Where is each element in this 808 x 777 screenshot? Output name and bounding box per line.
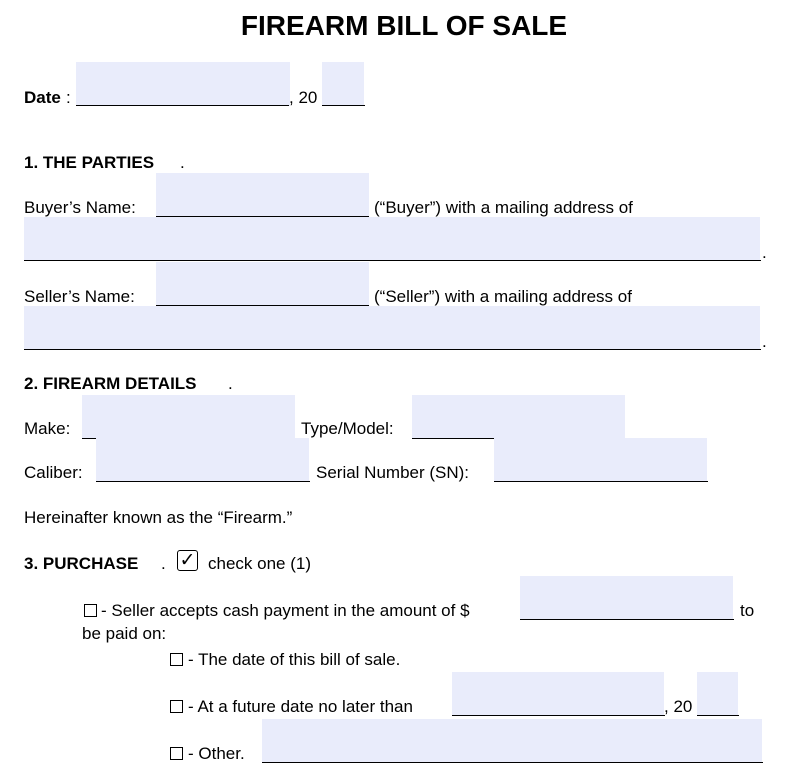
option-future-text: - At a future date no later than <box>188 697 413 716</box>
buyer-address-line <box>24 260 761 261</box>
parties-heading: 1. THE PARTIES <box>24 153 155 172</box>
model-label: Type/Model: <box>301 419 394 438</box>
serial-line <box>494 481 708 482</box>
date-year-line <box>322 105 365 106</box>
caliber-field[interactable] <box>96 438 309 482</box>
seller-address-line <box>24 349 761 350</box>
future-year-prefix: , 20 <box>664 697 693 716</box>
hereinafter-text: Hereinafter known as the “Firearm.” <box>24 508 293 527</box>
future-year-line <box>697 715 739 716</box>
purchase-heading: 3. PURCHASE <box>24 554 139 573</box>
future-year-field[interactable] <box>697 672 738 716</box>
buyer-suffix: (“Buyer”) with a mailing address of <box>374 198 633 217</box>
cash-paid-on-text: be paid on: <box>82 624 167 643</box>
parties-heading-period: . <box>180 153 185 172</box>
checkbox-checked-icon: ✓ <box>177 550 198 571</box>
future-date-checkbox[interactable] <box>170 700 183 713</box>
seller-address-period: . <box>762 332 767 351</box>
future-date-field[interactable] <box>452 672 664 716</box>
seller-suffix: (“Seller”) with a mailing address of <box>374 287 632 306</box>
bill-date-checkbox[interactable] <box>170 653 183 666</box>
cash-amount-field[interactable] <box>520 576 733 620</box>
other-line <box>262 762 763 763</box>
buyer-name-field[interactable] <box>156 173 369 217</box>
seller-name-label: Seller’s Name: <box>24 287 135 306</box>
date-label: Date <box>24 88 61 107</box>
date-year-field[interactable] <box>322 62 364 106</box>
buyer-name-label: Buyer’s Name: <box>24 198 136 217</box>
other-checkbox[interactable] <box>170 747 183 760</box>
buyer-address-field[interactable] <box>24 217 760 261</box>
cash-amount-line <box>520 619 734 620</box>
make-field[interactable] <box>82 395 295 439</box>
option-other-text: - Other. <box>188 744 245 763</box>
make-label: Make: <box>24 419 71 438</box>
check-one-text: check one (1) <box>208 554 311 573</box>
serial-label: Serial Number (SN): <box>316 463 470 482</box>
date-line <box>76 105 289 106</box>
date-field[interactable] <box>76 62 290 106</box>
caliber-label: Caliber: <box>24 463 83 482</box>
seller-address-field[interactable] <box>24 306 760 350</box>
buyer-address-period: . <box>762 243 767 262</box>
caliber-line <box>96 481 310 482</box>
seller-name-field[interactable] <box>156 262 369 306</box>
model-field[interactable] <box>412 395 625 439</box>
purchase-heading-period: . <box>161 554 166 573</box>
future-date-line <box>452 715 665 716</box>
other-field[interactable] <box>262 719 762 763</box>
firearm-heading-period: . <box>228 374 233 393</box>
date-year-prefix: , 20 <box>289 88 318 107</box>
option-bill-date-text: - The date of this bill of sale. <box>188 650 401 669</box>
firearm-heading: 2. FIREARM DETAILS <box>24 374 197 393</box>
cash-text: - Seller accepts cash payment in the amount of $ <box>101 601 470 620</box>
document-title: FIREARM BILL OF SALE <box>240 10 568 41</box>
date-colon: : <box>66 88 71 107</box>
serial-field[interactable] <box>494 438 707 482</box>
cash-to-text: to <box>740 601 755 620</box>
cash-checkbox[interactable] <box>84 604 97 617</box>
